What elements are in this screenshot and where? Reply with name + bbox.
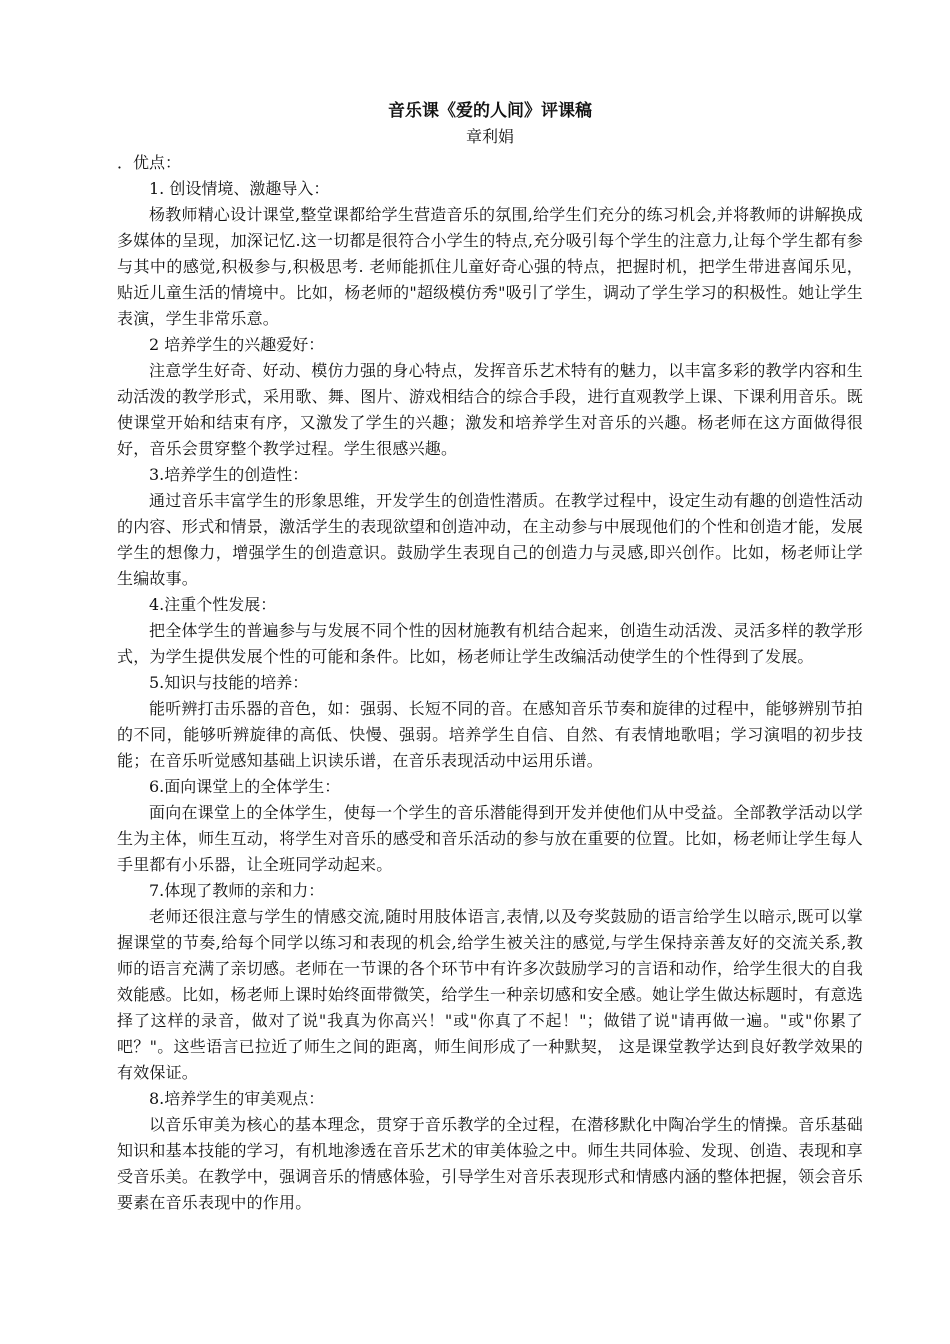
item-heading-8: 8.培养学生的审美观点： — [149, 1089, 325, 1108]
item-heading-7: 7.体现了教师的亲和力： — [149, 881, 325, 900]
section-heading: ．优点： — [117, 153, 182, 172]
item-heading-4: 4.注重个性发展： — [149, 595, 277, 614]
item-heading-1: 1. 创设情境、激趣导入： — [149, 179, 330, 198]
item-heading-3: 3.培养学生的创造性： — [149, 465, 309, 484]
item-body-8: 以音乐审美为核心的基本理念，贯穿于音乐教学的全过程，在潜移默化中陶冶学生的情操。音乐基础知识和基本技能的学习，有机地渗透在音乐艺术的审美体验之中。师生共同体验、发现、创造、表现和享受音乐美。在教学中，强调音乐的情感体验，引导学生对音乐表现形式和情感内涵的整体把握，领会音乐要素在音乐表现中的作用。 — [117, 1115, 863, 1212]
item-heading-5: 5.知识与技能的培养： — [149, 673, 309, 692]
item-body-1: 杨教师精心设计课堂,整堂课都给学生营造音乐的氛围,给学生们充分的练习机会,并将教师的讲解换成多媒体的呈现，加深记忆.这一切都是很符合小学生的特点,充分吸引每个学生的注意力,让每个学生都有参与其中的感觉,积极参与,积极思考. 老师能抓住儿童好奇心强的特点，把握时机，把学生带进喜闻乐见，贴近儿童生活的情境中。比如，杨老师的"超级模仿秀"吸引了学生，调动了学生学习的积极性。她让学生表演，学生非常乐意。 — [117, 205, 863, 328]
item-heading-6: 6.面向课堂上的全体学生： — [149, 777, 341, 796]
item-body-6: 面向在课堂上的全体学生，使每一个学生的音乐潜能得到开发并使他们从中受益。全部教学活动以学生为主体，师生互动，将学生对音乐的感受和音乐活动的参与放在重要的位置。比如，杨老师让学生每人手里都有小乐器，让全班同学动起来。 — [117, 803, 863, 874]
item-body-7: 老师还很注意与学生的情感交流,随时用肢体语言,表情,以及夸奖鼓励的语言给学生以暗示,既可以掌握课堂的节奏,给每个同学以练习和表现的机会,给学生被关注的感觉,与学生保持亲善友好的交流关系,教师的语言充满了亲切感。老师在一节课的各个环节中有许多次鼓励学习的言语和动作，给学生很大的自我效能感。比如，杨老师上课时始终面带微笑，给学生一种亲切感和安全感。她让学生做达标题时，有意选择了这样的录音，做对了说"我真为你高兴！"或"你真了不起！"；做错了说"请再做一遍。"或"你累了吧？"。这些语言已拉近了师生之间的距离，师生间形成了一种默契， 这是课堂教学达到良好教学效果的有效保证。 — [117, 907, 863, 1082]
document-title: 音乐课《爱的人间》评课稿 — [388, 101, 592, 121]
item-body-3: 通过音乐丰富学生的形象思维，开发学生的创造性潜质。在教学过程中，设定生动有趣的创造性活动的内容、形式和情景，激活学生的表现欲望和创造冲动，在主动参与中展现他们的个性和创造才能，发展学生的想像力，增强学生的创造意识。鼓励学生表现自己的创造力与灵感,即兴创作。比如，杨老师让学生编故事。 — [117, 491, 863, 588]
item-body-5: 能听辨打击乐器的音色，如：强弱、长短不同的音。在感知音乐节奏和旋律的过程中，能够辨别节拍的不同，能够听辨旋律的高低、快慢、强弱。培养学生自信、自然、有表情地歌唱；学习演唱的初步技能；在音乐听觉感知基础上识读乐谱，在音乐表现活动中运用乐谱。 — [117, 699, 863, 770]
item-body-2: 注意学生好奇、好动、模仿力强的身心特点，发挥音乐艺术特有的魅力，以丰富多彩的教学内容和生动活泼的教学形式，采用歌、舞、图片、游戏相结合的综合手段，进行直观教学上课、下课利用音乐。既使课堂开始和结束有序，又激发了学生的兴趣；激发和培养学生对音乐的兴趣。杨老师在这方面做得很好，音乐会贯穿整个教学过程。学生很感兴趣。 — [117, 361, 863, 458]
document-author: 章利娟 — [465, 127, 514, 146]
item-body-4: 把全体学生的普遍参与与发展不同个性的因材施教有机结合起来，创造生动活泼、灵活多样的教学形式，为学生提供发展个性的可能和条件。比如，杨老师让学生改编活动使学生的个性得到了发展。 — [117, 621, 863, 666]
document-page — [117, 98, 863, 1216]
item-heading-2: 2 培养学生的兴趣爱好： — [149, 335, 325, 354]
